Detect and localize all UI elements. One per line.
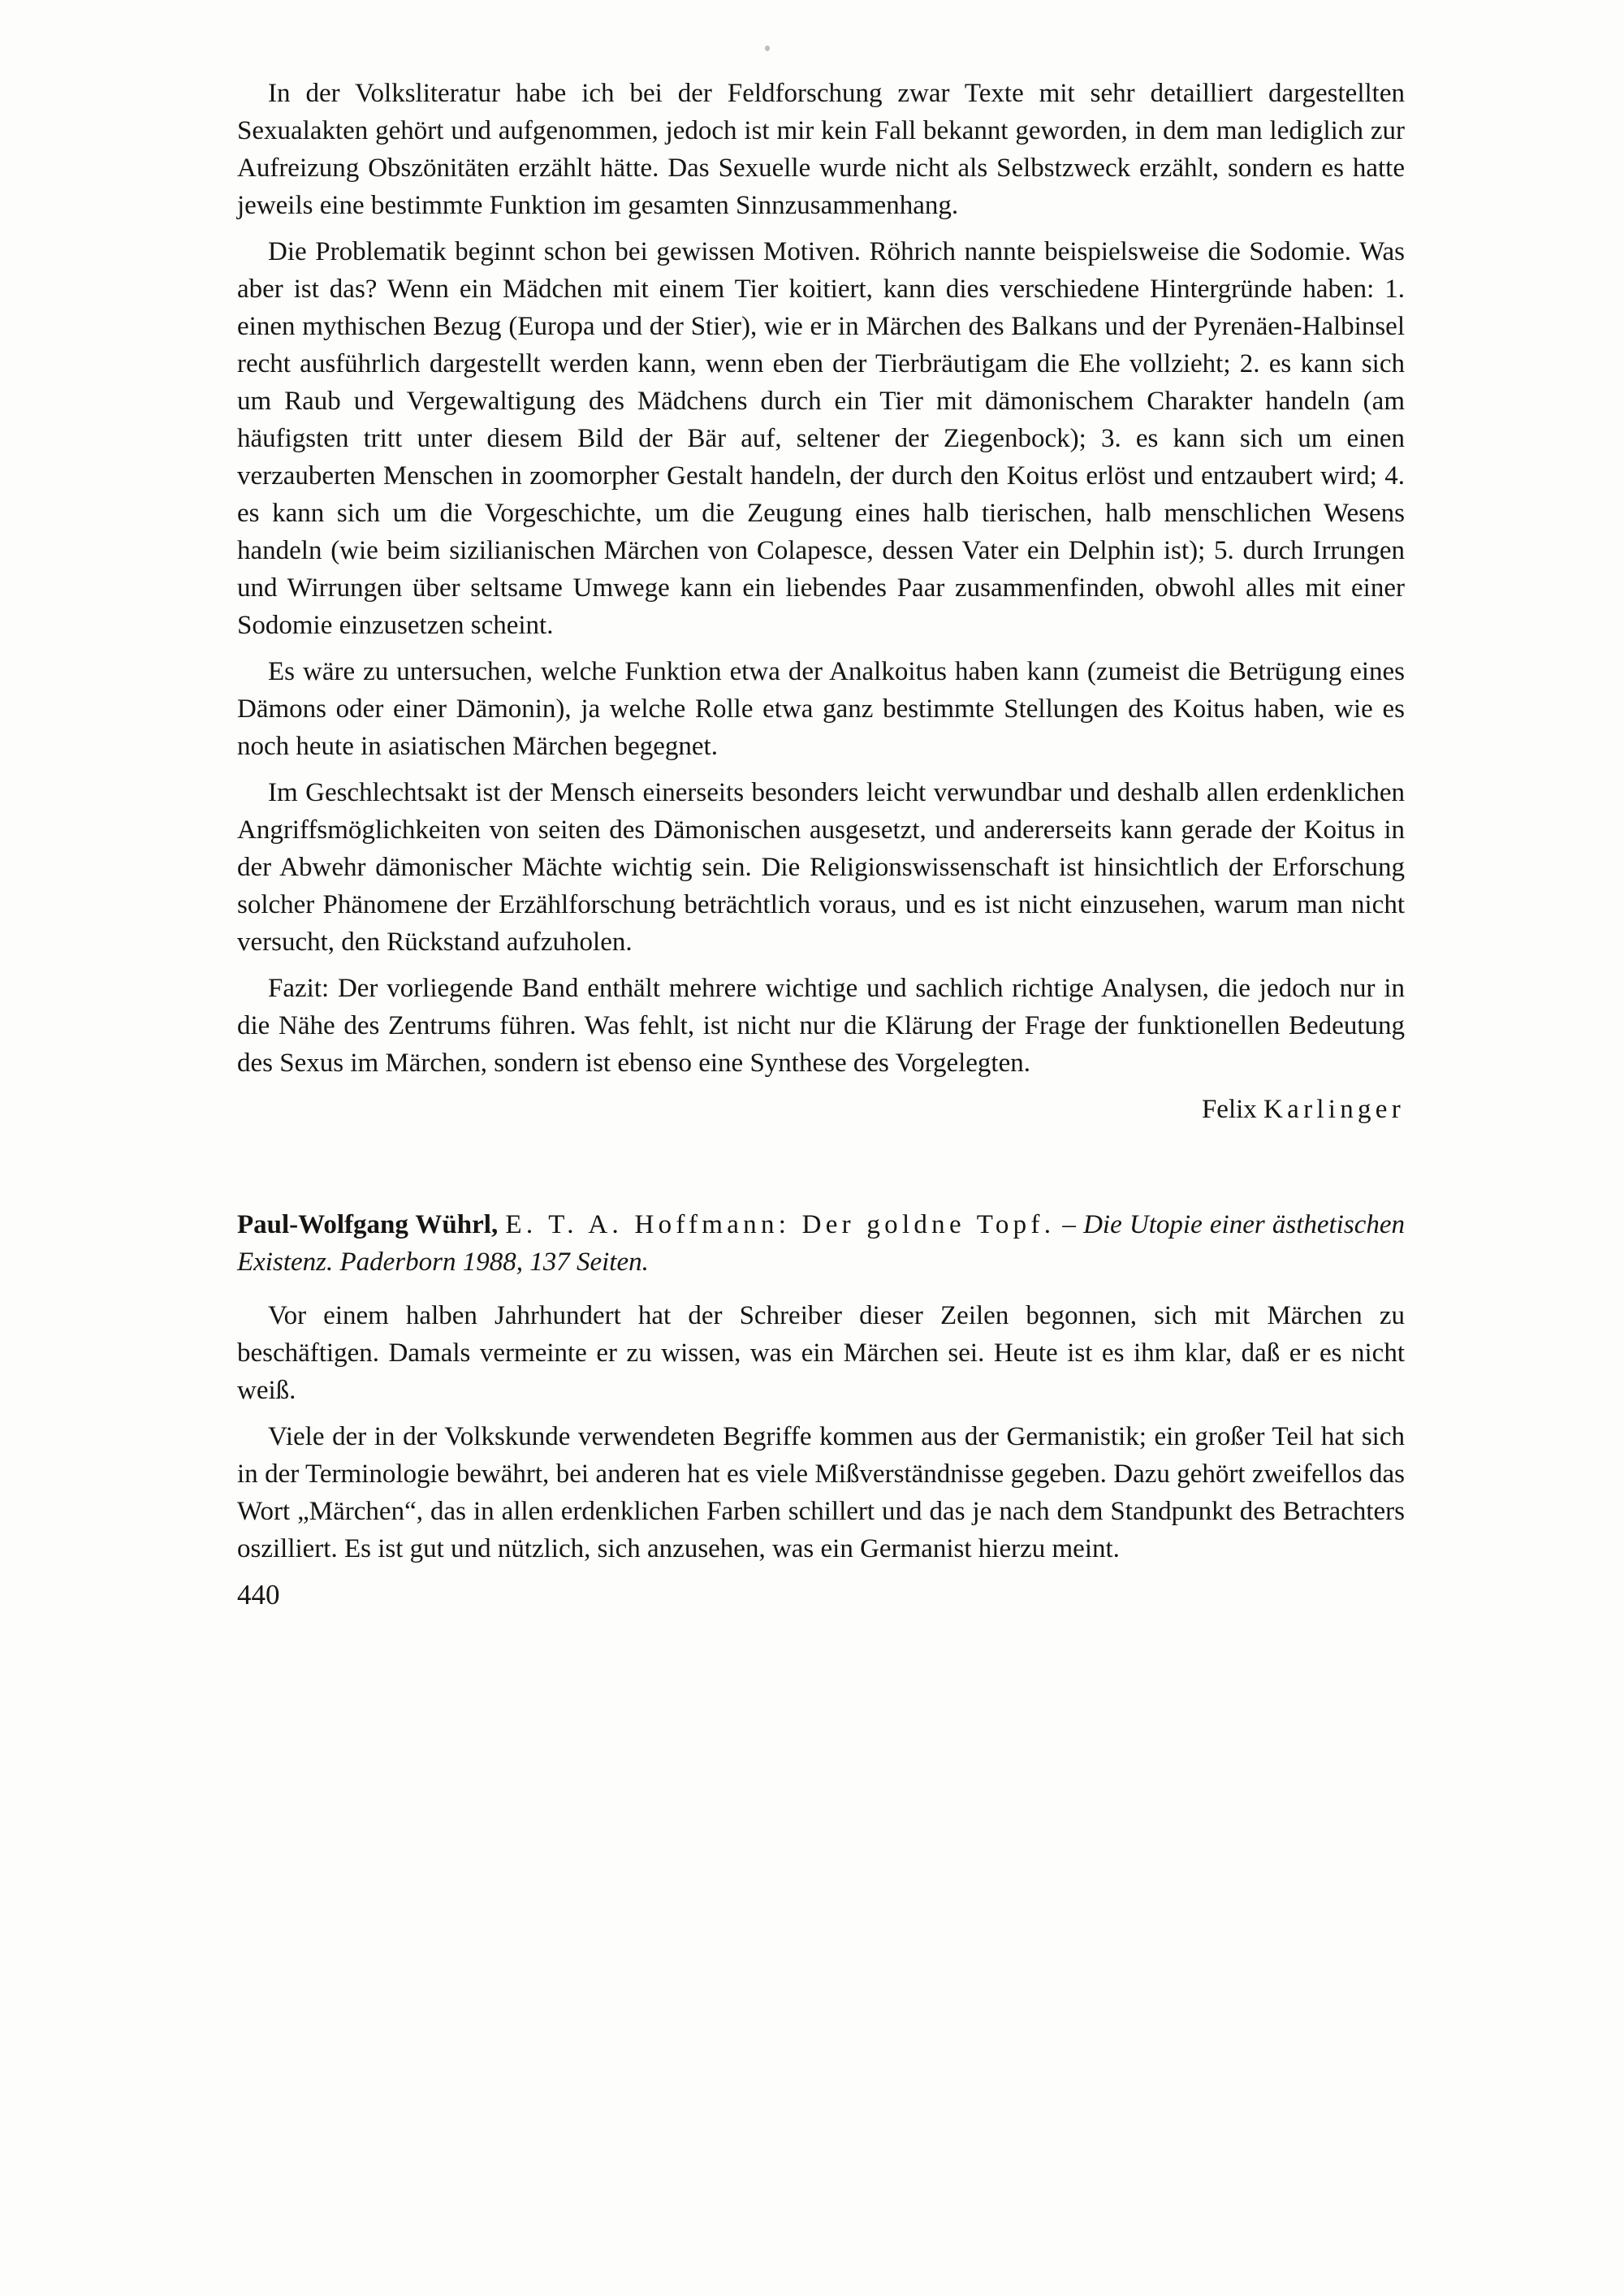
body-paragraph: Die Problematik beginnt schon bei gewissen Motiven. Röhrich nannte beispielsweise die Sodomie. Was aber ist das? Wenn ein Mädchen mit einem Tier koitiert, kann dies verschiedene Hintergründe haben: 1. einen mythischen Bezug (Europa und der Stier), wie er in Märchen des Balkans und der Pyrenäen-Halbinsel recht ausführlich dargestellt werden kann, wenn eben der Tierbräutigam die Ehe vollzieht; 2. es kann sich um Raub und Vergewaltigung des Mädchens durch ein Tier mit dämonischem Charakter handeln (am häufigsten tritt unter diesem Bild der Bär auf, seltener der Ziegenbock); 3. es kann sich um einen verzauberten Menschen in zoomorpher Gestalt handeln, der durch den Koitus erlöst und entzaubert wird; 4. es kann sich um die Vorgeschichte, um die Zeugung eines halb tierischen, halb menschlichen Wesens handeln (wie beim sizilianischen Märchen von Colapesce, dessen Vater ein Delphin ist); 5. durch Irrungen und Wirrungen über seltsame Umwege kann ein liebendes Paar zusammenfinden, obwohl alles mit einer Sodomie einzusetzen scheint. (237, 237, 1405, 640)
body-paragraph: Fazit: Der vorliegende Band enthält mehrere wichtige und sachlich richtige Analysen, die jedoch nur in die Nähe des Zentrums führen. Was fehlt, ist nicht nur die Klärung der Frage der funktionellen Bedeutung des Sexus im Märchen, sondern ist ebenso eine Synthese des Vorgelegten. (237, 974, 1405, 1078)
review-wuehrl-section (237, 1206, 1405, 1567)
reviewer-signature (237, 1091, 1405, 1128)
body-paragraph: Viele der in der Volkskunde verwendeten Begriffe kommen aus der Germanistik; ein großer Teil hat sich in der Terminologie bewährt, bei anderen hat es viele Mißverständnisse gegeben. Dazu gehört zweifellos das Wort „Märchen“, das in allen erdenklichen Farben schillert und das je nach dem Standpunkt des Betrachters oszilliert. Es ist gut und nützlich, sich anzusehen, was ein Germanist hierzu meint. (237, 1422, 1405, 1563)
body-paragraph: Im Geschlechtsakt ist der Mensch einerseits besonders leicht verwundbar und deshalb allen erdenklichen Angriffsmöglichkeiten von seiten des Dämonischen ausgesetzt, und andererseits kann gerade der Koitus in der Abwehr dämonischer Mächte wichtig sein. Die Religionswissenschaft ist hinsichtlich der Erforschung solcher Phänomene der Erzählforschung beträchtlich voraus, und es ist nicht einzusehen, warum man nicht versucht, den Rückstand aufzuholen. (237, 778, 1405, 957)
scan-artifact-dot (765, 45, 770, 51)
page-number: 440 (237, 1579, 280, 1611)
body-paragraph: Es wäre zu untersuchen, welche Funktion etwa der Analkoitus haben kann (zumeist die Betrügung eines Dämons oder einer Dämonin), ja welche Rolle etwa ganz bestimmte Stellungen des Koitus haben, wie es noch heute in asiatischen Märchen begegnet. (237, 657, 1405, 761)
heading-separator-dash: – (1062, 1210, 1076, 1239)
body-paragraph: In der Volksliteratur habe ich bei der Feldforschung zwar Texte mit sehr detailliert dargestellten Sexualakten gehört und aufgenommen, jedoch ist mir kein Fall bekannt geworden, in dem man lediglich zur Aufreizung Obszönitäten erzählt hätte. Das Sexuelle wurde nicht als Selbstzweck erzählt, sondern es hatte jeweils eine bestimmte Funktion im gesamten Sinnzusammenhang. (237, 79, 1405, 220)
review-book-subtitle: Die Utopie einer ästhetischen Existenz. (237, 1210, 1405, 1277)
review-author: Paul-Wolfgang Wührl, (237, 1210, 499, 1239)
review-book-title: E. T. A. Hoffmann: Der goldne Topf. (505, 1210, 1056, 1239)
review-publication-info: Paderborn 1988, 137 Seiten. (339, 1247, 649, 1277)
reviewer-last-name: Karlinger (1263, 1095, 1405, 1124)
reviewer-first-name: Felix (1201, 1095, 1257, 1124)
review-karlinger-section (237, 75, 1405, 1128)
body-paragraph: Vor einem halben Jahrhundert hat der Schreiber dieser Zeilen begonnen, sich mit Märchen zu beschäftigen. Damals vermeinte er zu wissen, was ein Märchen sei. Heute ist es ihm klar, daß er es nicht weiß. (237, 1301, 1405, 1405)
review-heading (237, 1206, 1405, 1281)
text-block (237, 75, 1405, 1623)
